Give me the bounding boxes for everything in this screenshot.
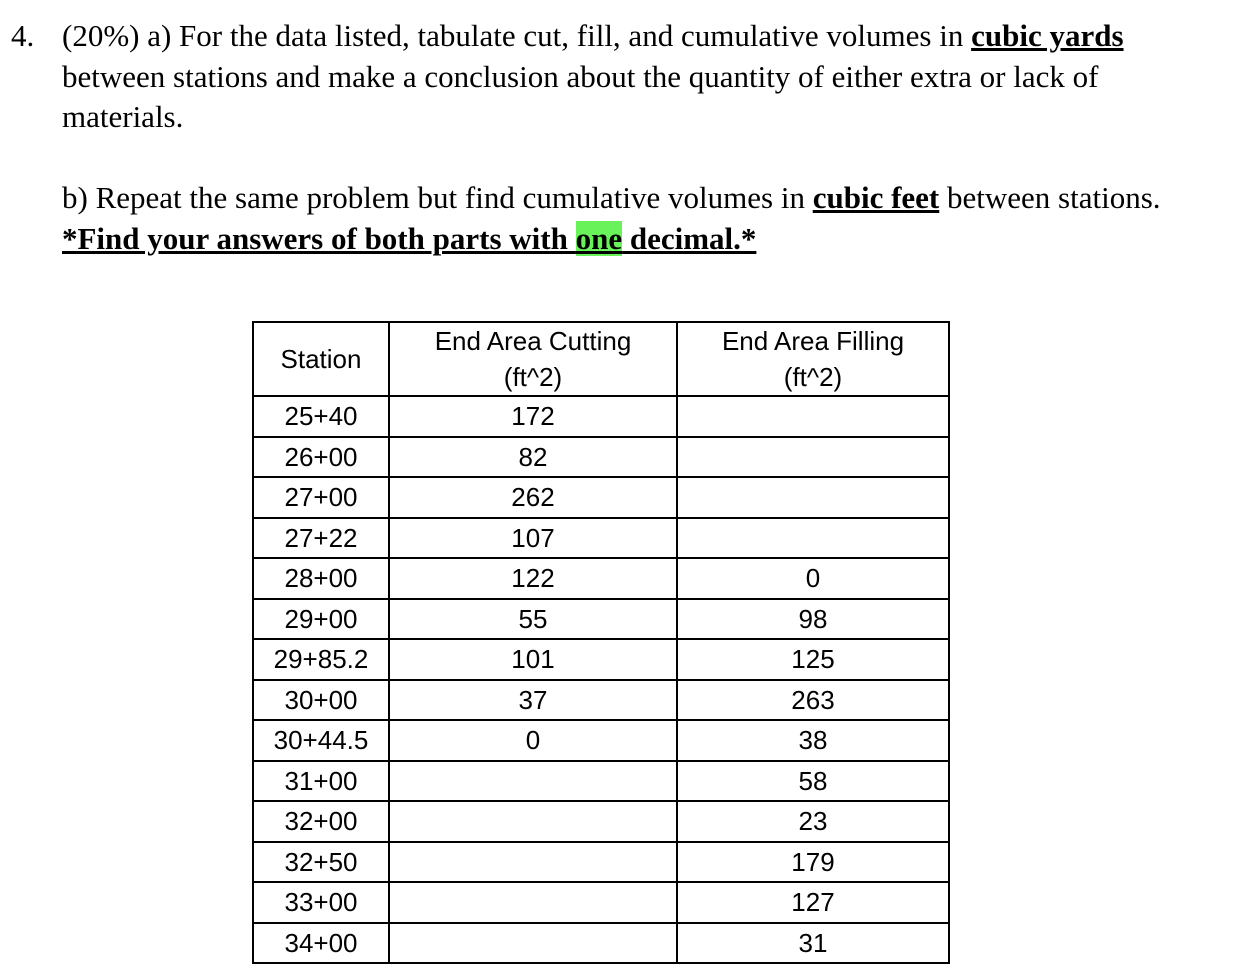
station-cell: 30+00 <box>253 680 389 721</box>
table-row <box>253 842 949 883</box>
problem-number: 4. <box>11 18 35 53</box>
fill-area-cell: 263 <box>677 680 949 721</box>
header-filling-unit: (ft^2) <box>783 362 843 392</box>
cut-area-cell: 262 <box>389 477 677 518</box>
station-cell: 27+00 <box>253 477 389 518</box>
cut-area-cell: 122 <box>389 558 677 599</box>
table-row <box>253 882 949 923</box>
station-cell: 27+22 <box>253 518 389 559</box>
cut-area-cell <box>389 882 677 923</box>
part-a-intro: (20%) a) For the data listed, tabulate cut, fill, and cumulative volumes in <box>62 18 972 53</box>
table-row <box>253 518 949 559</box>
cut-area-cell: 0 <box>389 720 677 761</box>
fill-area-cell <box>677 396 949 437</box>
decimal-note <box>62 219 1232 260</box>
part-b-unit-emphasis: cubic feet <box>812 180 940 215</box>
station-cell: 28+00 <box>253 558 389 599</box>
fill-area-cell: 98 <box>677 599 949 640</box>
fill-area-cell: 38 <box>677 720 949 761</box>
station-cell: 32+50 <box>253 842 389 883</box>
note-suffix: decimal.* <box>622 220 757 256</box>
header-cutting-label: End Area Cutting <box>434 326 632 356</box>
station-cell: 33+00 <box>253 882 389 923</box>
part-b-question <box>62 178 1232 219</box>
fill-area-cell: 31 <box>677 923 949 964</box>
fill-area-cell <box>677 518 949 559</box>
note-prefix: *Find your answers of both parts with <box>62 220 576 256</box>
note-highlight: one <box>575 220 623 256</box>
table-row <box>253 923 949 964</box>
table-header-row <box>253 322 949 396</box>
fill-area-cell: 0 <box>677 558 949 599</box>
part-b-text <box>62 178 1232 259</box>
table-row <box>253 396 949 437</box>
fill-area-cell: 125 <box>677 639 949 680</box>
fill-area-cell <box>677 477 949 518</box>
station-cell: 30+44.5 <box>253 720 389 761</box>
part-b-rest: between stations. <box>939 180 1161 215</box>
station-cell: 29+00 <box>253 599 389 640</box>
station-cell: 25+40 <box>253 396 389 437</box>
header-filling-label: End Area Filling <box>721 326 905 356</box>
station-cell: 31+00 <box>253 761 389 802</box>
station-cell: 32+00 <box>253 801 389 842</box>
part-a-text <box>62 16 1212 138</box>
station-cell: 29+85.2 <box>253 639 389 680</box>
fill-area-cell: 58 <box>677 761 949 802</box>
table-row <box>253 720 949 761</box>
part-a-unit-emphasis: cubic yards <box>971 18 1124 53</box>
end-area-table <box>252 321 950 964</box>
cut-area-cell: 82 <box>389 437 677 478</box>
part-b-intro: b) Repeat the same problem but find cumulative volumes in <box>62 180 813 215</box>
header-station: Station <box>253 322 389 396</box>
fill-area-cell: 179 <box>677 842 949 883</box>
fill-area-cell <box>677 437 949 478</box>
cut-area-cell <box>389 761 677 802</box>
table-row <box>253 558 949 599</box>
station-cell: 26+00 <box>253 437 389 478</box>
cut-area-cell: 172 <box>389 396 677 437</box>
table-row <box>253 801 949 842</box>
table-row <box>253 761 949 802</box>
table-row <box>253 437 949 478</box>
table-row <box>253 639 949 680</box>
fill-area-cell: 23 <box>677 801 949 842</box>
cut-area-cell <box>389 842 677 883</box>
cut-area-cell <box>389 923 677 964</box>
table-row <box>253 599 949 640</box>
part-a-rest: between stations and make a conclusion about the quantity of either extra or lack of materials. <box>62 58 1099 134</box>
cut-area-cell: 107 <box>389 518 677 559</box>
cut-area-cell: 55 <box>389 599 677 640</box>
header-cutting-unit: (ft^2) <box>503 362 563 392</box>
header-cutting <box>389 322 677 396</box>
table-row <box>253 680 949 721</box>
header-filling <box>677 322 949 396</box>
cut-area-cell: 101 <box>389 639 677 680</box>
fill-area-cell: 127 <box>677 882 949 923</box>
cut-area-cell <box>389 801 677 842</box>
table-row <box>253 477 949 518</box>
cut-area-cell: 37 <box>389 680 677 721</box>
station-cell: 34+00 <box>253 923 389 964</box>
